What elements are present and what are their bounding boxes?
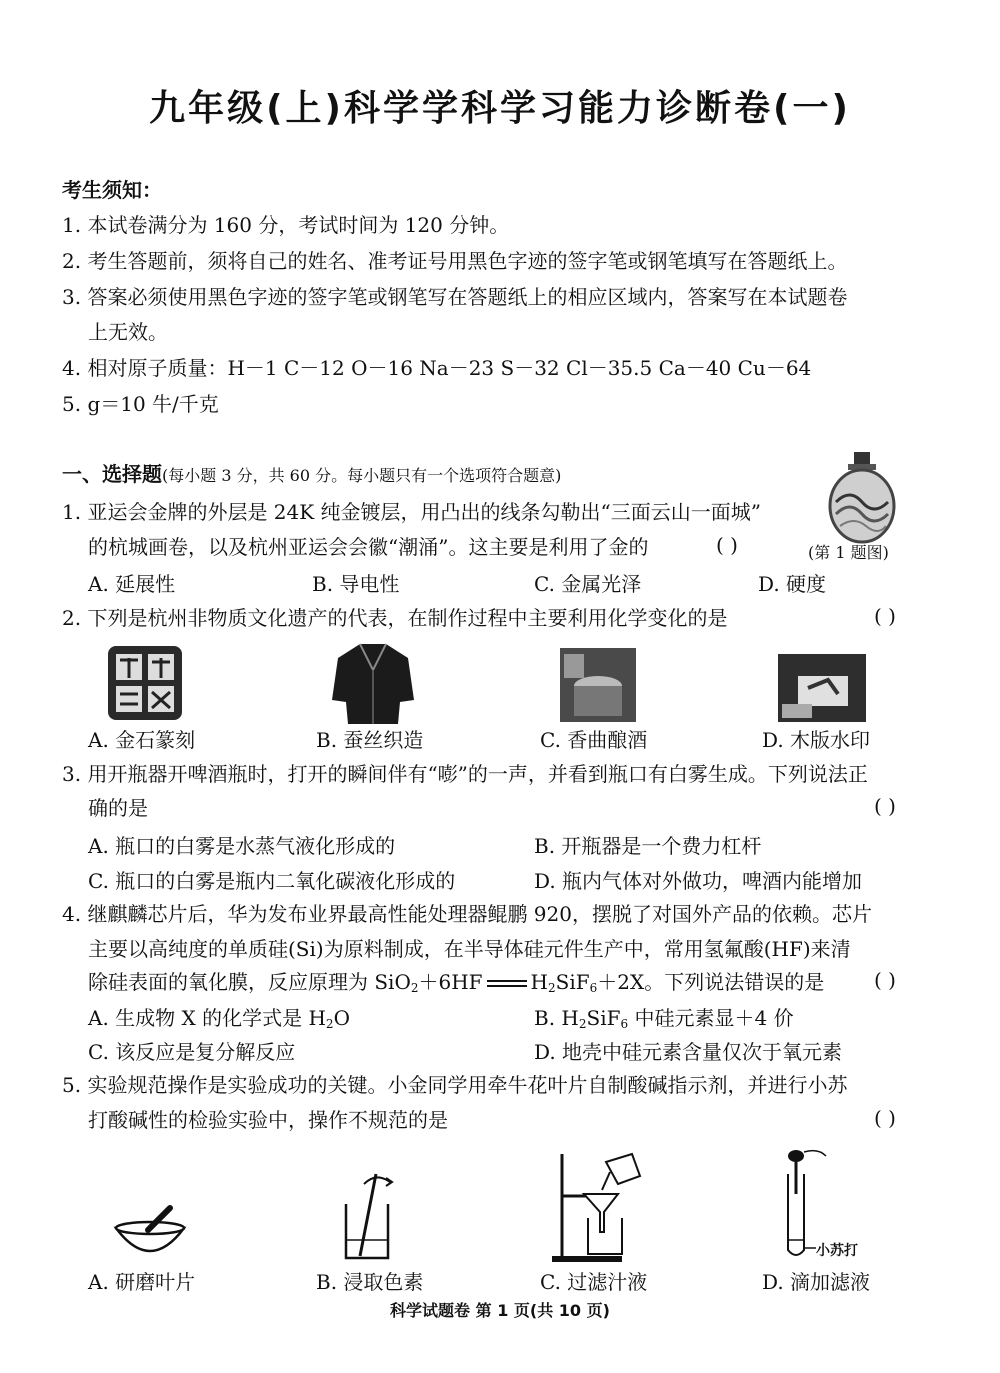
woodblock-print-image	[778, 654, 866, 722]
q3-option-b: B. 开瓶器是一个费力杠杆	[534, 834, 762, 858]
q4-line-3	[88, 968, 824, 1002]
seal-glyph-3	[116, 686, 142, 712]
q2-line-1: 2. 下列是杭州非物质文化遗产的代表，在制作过程中主要利用化学变化的是	[62, 606, 728, 630]
glass-rod	[360, 1174, 376, 1256]
q4-eq-text-3: H	[530, 970, 548, 994]
q3-line-1: 3. 用开瓶器开啤酒瓶时，打开的瞬间伴有“嘭”的一声，并看到瓶口有白雾生成。下列说法正	[62, 762, 868, 786]
q4-eq-sub-1: 2	[410, 981, 419, 995]
q1-line-2: 的杭城画卷，以及杭州亚运会会徽“潮涌”。这主要是利用了金的	[88, 535, 649, 559]
q4-opt-a-text: A. 生成物 X 的化学式是 H	[88, 1006, 326, 1030]
q2-option-c: C. 香曲酿酒	[540, 728, 648, 752]
q1-figure-caption: (第 1 题图)	[808, 543, 889, 562]
q4-option-a	[88, 1002, 350, 1031]
section-desc: (每小题 3 分，共 60 分。每小题只有一个选项符合题意)	[162, 466, 562, 485]
gold-medal-image	[826, 452, 898, 544]
beaker-outline	[346, 1204, 388, 1258]
q4-eq-sub-3: 6	[589, 981, 598, 995]
q5-option-b: B. 浸取色素	[316, 1270, 424, 1294]
dropper-bulb	[788, 1150, 804, 1162]
page-title: 九年级(上)科学学科学习能力诊断卷(一)	[149, 88, 851, 129]
q3-answer-paren: ( )	[874, 794, 896, 818]
q5-answer-paren: ( )	[874, 1106, 896, 1130]
q1-option-b: B. 导电性	[312, 572, 400, 596]
q1-option-d: D. 硬度	[758, 572, 827, 596]
q2-option-a: A. 金石篆刻	[88, 728, 196, 752]
pour-rod	[602, 1172, 610, 1190]
q3-option-a: A. 瓶口的白雾是水蒸气液化形成的	[88, 834, 396, 858]
notice-item-4: 4. 相对原子质量：H－1 C－12 O－16 Na－23 S－32 Cl－35.5 Ca－40 Cu－64	[62, 356, 812, 380]
section-heading	[62, 460, 561, 490]
brewing-vat	[574, 686, 622, 716]
q2-option-d: D. 木版水印	[762, 728, 871, 752]
page-footer: 科学试题卷 第 1 页(共 10 页)	[390, 1301, 610, 1320]
silk-robe-image	[330, 640, 416, 726]
q5-option-c: C. 过滤汁液	[540, 1270, 648, 1294]
q1-option-a: A. 延展性	[88, 572, 176, 596]
notice-item-3: 3. 答案必须使用黑色字迹的签字笔或钢笔写在答题纸上的相应区域内，答案写在本试题卷	[62, 285, 848, 309]
q3-option-d: D. 瓶内气体对外做功，啤酒内能增加	[534, 869, 863, 893]
q4-eq-text-1: 除硅表面的氧化膜，反应原理为 SiO	[88, 970, 411, 994]
notice-item-2: 2. 考生答题前，须将自己的姓名、准考证号用黑色字迹的签字笔或钢笔填写在答题纸上。	[62, 249, 848, 273]
notice-heading: 考生须知：	[62, 178, 162, 202]
q4-option-b	[534, 1002, 794, 1031]
q2-answer-paren: ( )	[874, 604, 896, 628]
pouring-beaker	[606, 1154, 640, 1184]
q4-opt-a-sub: 2	[325, 1017, 334, 1031]
funnel	[584, 1194, 618, 1232]
q4-opt-b-text-3: 中硅元素显＋4 价	[628, 1006, 794, 1030]
q4-opt-b-sub-2: 6	[620, 1017, 629, 1031]
mortar-pestle-icon	[112, 1204, 188, 1264]
stand-base	[552, 1256, 622, 1262]
print-hand	[782, 704, 812, 718]
q5-option-d: D. 滴加滤液	[762, 1270, 871, 1294]
q4-eq-sub-2: 2	[548, 981, 556, 995]
q5-line-2: 打酸碱性的检验实验中，操作不规范的是	[88, 1108, 448, 1132]
q1-option-c: C. 金属光泽	[534, 572, 642, 596]
q5-line-1: 5. 实验规范操作是实验成功的关键。小金同学用牵牛花叶片自制酸碱指示剂，并进行小苏	[62, 1073, 848, 1097]
notice-item-1: 1. 本试卷满分为 160 分，考试时间为 120 分钟。	[62, 213, 510, 237]
beaker-stirring-icon	[340, 1170, 400, 1264]
q3-option-c: C. 瓶口的白雾是瓶内二氧化碳液化形成的	[88, 869, 456, 893]
q4-line-1: 4. 继麒麟芯片后，华为发布业界最高性能处理器鲲鹏 920，摆脱了对国外产品的依赖。芯片	[62, 902, 872, 926]
q1-line-1: 1. 亚运会金牌的外层是 24K 纯金镀层，用凸出的线条勾勒出“三面云山一面城”	[62, 500, 761, 524]
q4-opt-b-text: B. H	[534, 1006, 579, 1030]
notice-item-5: 5. g＝10 牛/千克	[62, 392, 219, 416]
medal-ribbon	[854, 452, 870, 466]
q4-opt-a-text-2: O	[333, 1006, 350, 1030]
q4-line-2: 主要以高纯度的单质硅(Si)为原料制成，在半导体硅元件生产中，常用氢氟酸(HF)来清	[88, 937, 851, 961]
q3-line-2: 确的是	[88, 796, 148, 820]
dropper-hand	[804, 1151, 826, 1156]
baking-soda-label: 小苏打	[816, 1243, 858, 1259]
seal-carving-image	[106, 644, 184, 722]
q4-opt-b-sub: 2	[578, 1017, 587, 1031]
q4-eq-text-5: ＋2X。下列说法错误的是	[597, 970, 825, 994]
section-title: 一、选择题	[62, 462, 162, 486]
q4-option-d: D. 地壳中硅元素含量仅次于氧元素	[534, 1040, 843, 1064]
brewing-worker	[564, 654, 584, 678]
wine-brewing-image	[560, 648, 636, 722]
q1-answer-paren: ( )	[716, 533, 738, 557]
filtration-setup-icon	[548, 1150, 650, 1264]
q4-opt-b-text-2: SiF	[586, 1006, 621, 1030]
q2-option-b: B. 蚕丝织造	[316, 728, 424, 752]
q4-eq-text-2: ＋6HF	[418, 970, 483, 994]
notice-item-3-cont: 上无效。	[88, 320, 168, 344]
q5-option-a: A. 研磨叶片	[88, 1270, 196, 1294]
q4-eq-text-4: SiF	[555, 970, 590, 994]
q4-answer-paren: ( )	[874, 968, 896, 992]
q4-equals-sign	[487, 980, 527, 987]
q4-option-c: C. 该反应是复分解反应	[88, 1040, 296, 1064]
